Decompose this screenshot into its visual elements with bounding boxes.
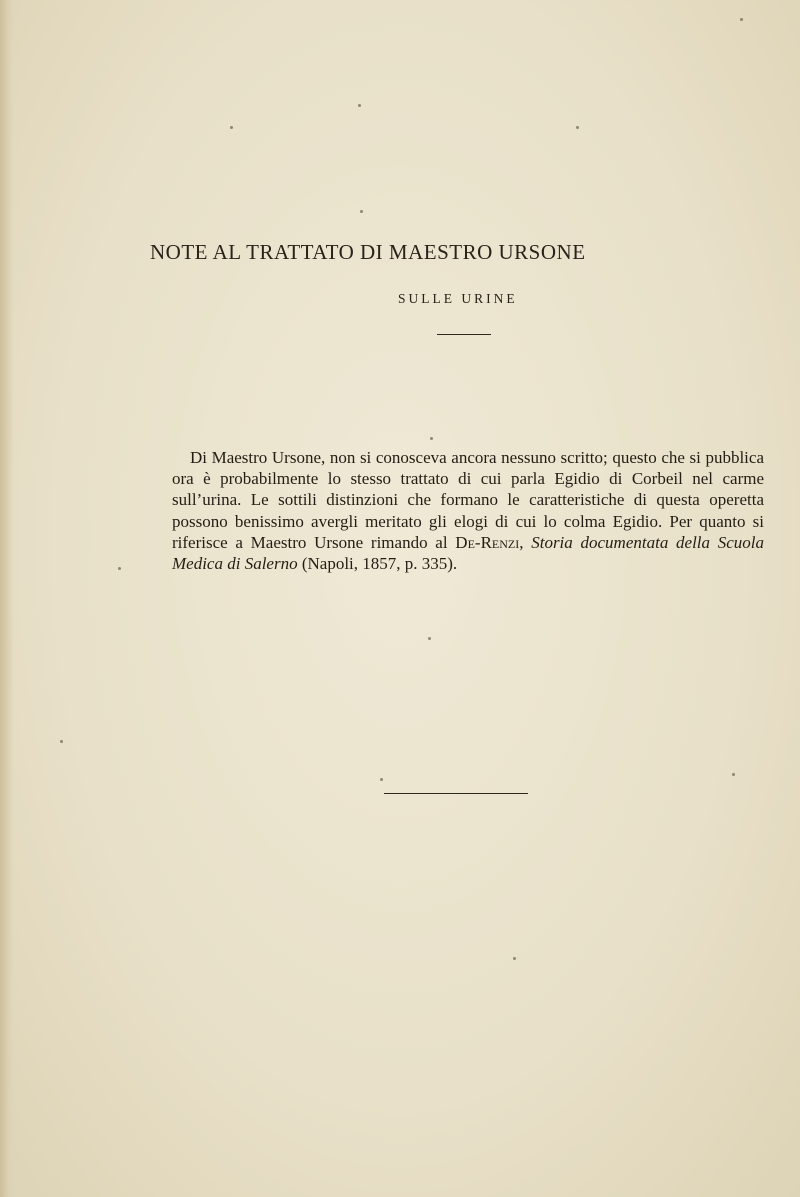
cited-work-title: Storia documentata della Scuola Medica di Salerno [172,532,765,574]
end-divider [384,793,528,794]
paragraph-text: Di Maestro Ursone, non si conosceva ancora nessuno scritto; questo che si pubblica ora è probabilmente lo stesso trattato di cui parla Egidio di Corbeil nel carme sull’urina. Le sottili distinzioni che formano le caratteristiche di questa operetta possono benissimo avergli meritato gli elogi di cui lo colma Egidio. Per quanto si riferisce a Maestro Ursone rimando al [172,448,764,552]
paper-speck [576,126,579,129]
page-subtitle: SULLE URINE [398,291,518,306]
title-divider [437,334,491,335]
body-paragraph [172,447,764,574]
paper-speck [360,210,363,213]
paper-speck [513,957,516,960]
paper-speck [430,437,433,440]
paper-speck [230,126,233,129]
paper-speck [118,567,121,570]
cited-author: De-Renzi, [455,532,524,552]
paper-speck [380,778,383,781]
page-title: NOTE AL TRATTATO DI MAESTRO URSONE [150,240,586,264]
paper-speck [428,637,431,640]
page-spine-shadow [0,0,14,1197]
paper-speck [358,104,361,107]
citation-details: (Napoli, 1857, p. 335). [301,554,458,574]
paper-speck [732,773,735,776]
paper-speck [740,18,743,21]
paper-speck [60,740,63,743]
